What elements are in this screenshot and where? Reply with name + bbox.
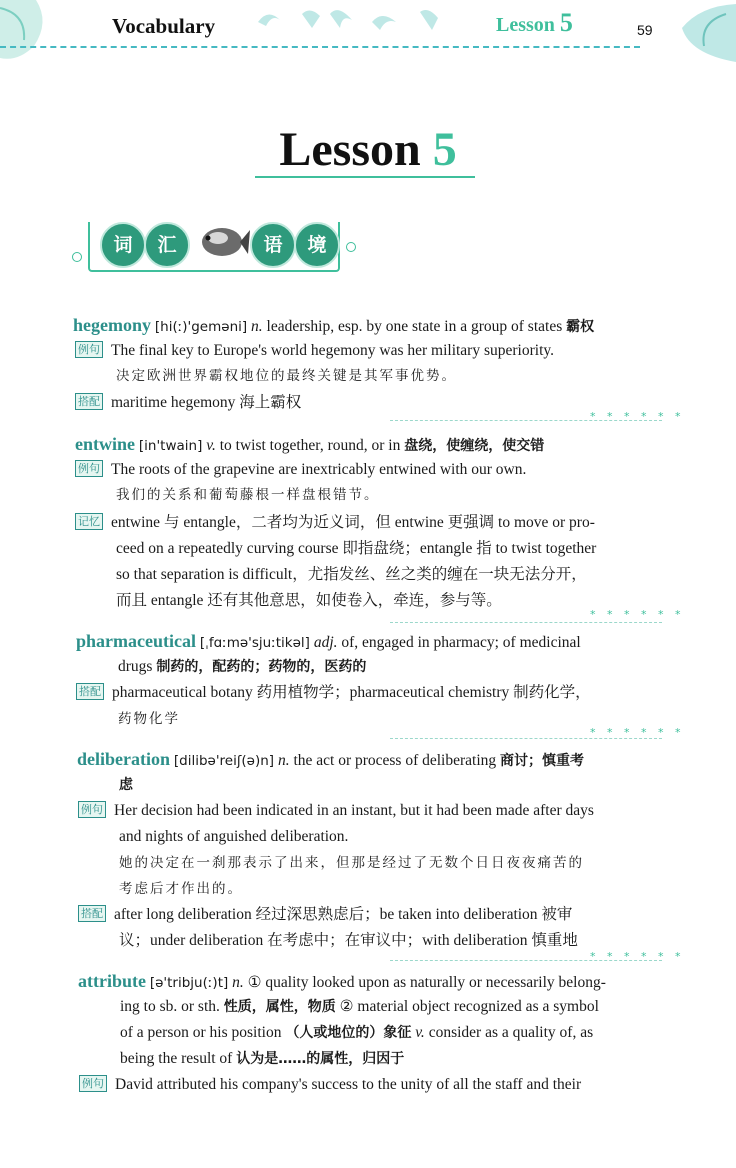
collocation-text-2: 议；under deliberation 在考虑中；在审议中；with deliberation 慎重地 bbox=[119, 932, 578, 949]
definition-3b: consider as a quality of, as bbox=[428, 1024, 594, 1041]
chinese-meaning: 霸权 bbox=[566, 319, 595, 335]
chinese-meaning: 制药的，配药的；药物的，医药的 bbox=[156, 659, 367, 675]
definition-line-2 bbox=[0, 996, 736, 1018]
headword: pharmaceutical bbox=[76, 631, 196, 651]
example-en-2: and nights of anguished deliberation. bbox=[119, 828, 349, 845]
memory-line-2: ceed on a repeatedly curving course 即指盘绕；entangle 指 to twist together bbox=[116, 540, 597, 557]
part-of-speech-verb: v. bbox=[415, 1024, 425, 1041]
lesson-title bbox=[0, 122, 736, 177]
phonetic: [dilibə'reiʃ(ə)n] bbox=[173, 753, 275, 769]
chinese-meaning: 商讨；慎重考 bbox=[500, 753, 585, 769]
example-en-1: Her decision had been indicated in an instant, but it had been made after days bbox=[114, 802, 594, 819]
entry-hegemony-headline bbox=[0, 314, 736, 338]
example-line bbox=[0, 800, 736, 822]
entry-attribute-headline bbox=[0, 970, 736, 994]
definition-1: ① quality looked upon as naturally or necessarily belong- bbox=[247, 974, 606, 991]
banner-dot-right bbox=[346, 242, 356, 252]
header-section-title: Vocabulary bbox=[112, 14, 216, 38]
chinese-meaning-1: 性质，属性，物质 bbox=[223, 999, 336, 1015]
headword: entwine bbox=[75, 434, 135, 454]
definition-3a: of a person or his position bbox=[120, 1024, 282, 1041]
part-of-speech: n. bbox=[232, 974, 244, 991]
headword: hegemony bbox=[73, 315, 151, 335]
example-cn: 决定欧洲世界霸权地位的最终关键是其军事优势。 bbox=[116, 368, 457, 384]
chinese-meaning: 盘绕，使缠绕，使交错 bbox=[404, 438, 545, 454]
separator-stars: * * * * * * bbox=[590, 950, 685, 963]
memory-line-1 bbox=[0, 512, 736, 534]
definition-4a: being the result of bbox=[120, 1050, 233, 1067]
collocation-text-1: after long deliberation 经过深思熟虑后；be taken into deliberation 被审 bbox=[114, 906, 573, 923]
example-cn: 我们的关系和葡萄藤根一样盘根错节。 bbox=[116, 487, 380, 503]
chinese-meaning-3: 认为是……的属性，归因于 bbox=[236, 1051, 405, 1067]
part-of-speech: v. bbox=[206, 437, 216, 454]
example-line bbox=[0, 459, 736, 481]
collocation-text-2: 药物化学 bbox=[118, 711, 180, 727]
phonetic: [ˌfɑːmə'sjuːtikəl] bbox=[199, 635, 310, 651]
page-number: 59 bbox=[637, 22, 653, 38]
memory-line-3: so that separation is difficult，尤指发丝、丝之类的缠在一块无法分开， bbox=[116, 566, 587, 583]
memory-line-4: 而且 entangle 还有其他意思，如使卷入，牵连，参与等。 bbox=[116, 592, 502, 609]
definition: of, engaged in pharmacy; of medicinal bbox=[341, 634, 581, 651]
headword: attribute bbox=[78, 971, 146, 991]
entry-pharmaceutical-headline bbox=[0, 630, 736, 654]
lesson-title-word: Lesson bbox=[279, 123, 421, 176]
memory-tag: 记忆 bbox=[75, 513, 103, 530]
definition: leadership, esp. by one state in a group of states bbox=[266, 318, 563, 335]
entry-separator bbox=[390, 622, 662, 623]
shell-ornament-right bbox=[682, 4, 736, 62]
header-lesson bbox=[496, 8, 573, 38]
memory-text-1: entwine 与 entangle，二者均为近义词，但 entwine 更强调 to move or pro- bbox=[111, 514, 595, 531]
part-of-speech: n. bbox=[251, 318, 263, 335]
collocation-tag: 搭配 bbox=[76, 683, 104, 700]
example-line bbox=[0, 340, 736, 362]
banner-char-4: 境 bbox=[294, 222, 340, 268]
collocation-line bbox=[0, 682, 736, 704]
part-of-speech: n. bbox=[277, 752, 290, 769]
example-en: The roots of the grapevine are inextricably entwined with our own. bbox=[111, 461, 527, 478]
chinese-meaning-cont: 虑 bbox=[119, 777, 133, 793]
definition: the act or process of deliberating bbox=[293, 752, 497, 769]
example-en: The final key to Europe's world hegemony was her military superiority. bbox=[111, 342, 554, 359]
separator-stars: * * * * * * bbox=[590, 608, 685, 621]
example-tag: 例句 bbox=[75, 460, 103, 477]
collocation-text-1: pharmaceutical botany 药用植物学；pharmaceutical chemistry 制药化学， bbox=[112, 684, 591, 701]
definition-2b: ② material object recognized as a symbol bbox=[339, 998, 599, 1015]
header-decoration bbox=[0, 0, 736, 90]
entry-entwine-headline bbox=[0, 433, 736, 457]
example-cn-1: 她的决定在一刹那表示了出来，但那是经过了无数个日日夜夜痛苦的 bbox=[119, 855, 584, 871]
example-tag: 例句 bbox=[78, 801, 106, 818]
separator-stars: * * * * * * bbox=[590, 726, 685, 739]
part-of-speech: adj. bbox=[313, 634, 338, 651]
definition-line-4 bbox=[0, 1048, 736, 1070]
chinese-meaning-2: （人或地位的）象征 bbox=[285, 1025, 412, 1041]
section-banner bbox=[88, 222, 340, 272]
collocation-tag: 搭配 bbox=[75, 393, 103, 410]
wave-ornament bbox=[258, 10, 438, 30]
collocation-tag: 搭配 bbox=[78, 905, 106, 922]
collocation-line bbox=[0, 904, 736, 926]
banner-char-2: 汇 bbox=[144, 222, 190, 268]
entry-deliberation-headline bbox=[0, 748, 736, 772]
phonetic: [ə'tribju(ː)t] bbox=[149, 975, 229, 991]
phonetic: [in'twain] bbox=[138, 438, 203, 454]
example-en: David attributed his company's success to the unity of all the staff and their bbox=[115, 1076, 582, 1093]
header-divider bbox=[0, 46, 640, 48]
example-tag: 例句 bbox=[79, 1075, 107, 1092]
header-lesson-word: Lesson bbox=[496, 14, 555, 36]
example-line bbox=[0, 1074, 736, 1096]
definition: to twist together, round, or in bbox=[219, 437, 401, 454]
header-lesson-num: 5 bbox=[559, 8, 573, 37]
definition-continued bbox=[0, 656, 736, 678]
definition-2a: ing to sb. or sth. bbox=[120, 998, 220, 1015]
example-cn-2: 考虑后才作出的。 bbox=[119, 881, 243, 897]
fish-icon bbox=[192, 218, 250, 264]
banner-char-3: 语 bbox=[250, 222, 296, 268]
lesson-title-num: 5 bbox=[432, 123, 457, 176]
collocation-text: maritime hegemony 海上霸权 bbox=[111, 394, 302, 411]
example-tag: 例句 bbox=[75, 341, 103, 358]
separator-stars: * * * * * * bbox=[590, 410, 685, 423]
banner-dot-left bbox=[72, 252, 82, 262]
headword: deliberation bbox=[77, 749, 170, 769]
shell-ornament-left bbox=[0, 0, 43, 59]
definition-line-3 bbox=[0, 1022, 736, 1044]
phonetic: [hi(ː)'geməni] bbox=[154, 319, 248, 335]
banner-char-1: 词 bbox=[100, 222, 146, 268]
lesson-title-underline bbox=[255, 176, 475, 178]
definition-cont: drugs bbox=[118, 658, 153, 675]
